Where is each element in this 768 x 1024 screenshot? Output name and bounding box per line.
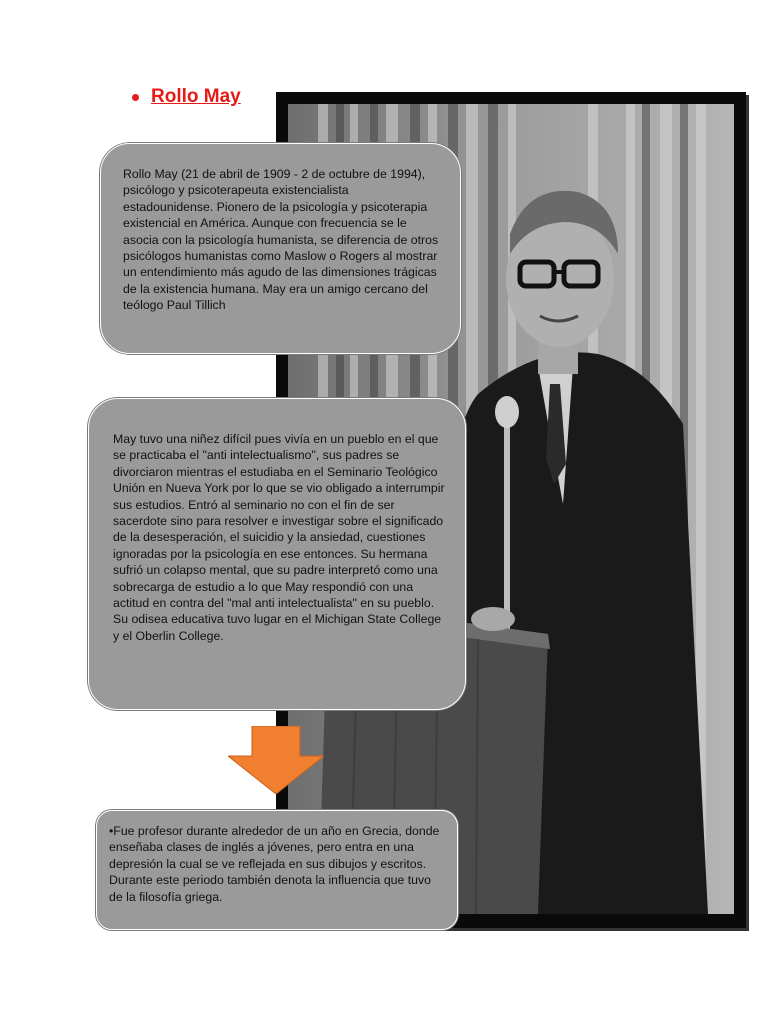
childhood-text: May tuvo una niñez difícil pues vivía en un pueblo en el que se practicaba el "anti intelectualismo", sus padres se divorciaron mientras el estudiaba en el Seminario Teológico Unión en Nueva York por lo que se vio obligado a interrumpir sus estudios. Entró al seminario no con el fin de ser sacerdote sino para resolver e investigar sobre el significado de la desesperación, el suicidio y la ansiedad, cuestiones ignoradas por la psicología en ese entonces. Su hermana sufrió un colapso mental, que su padre interpretó como una sobrecarga de estudio a lo que May respondió con una actitud en contra del "mal anti intelectualista" en su pueblo. Su odisea educativa tuvo lugar en el Michigan State College y el Oberlin College. [113, 432, 445, 643]
title-row [132, 86, 241, 108]
down-arrow-icon [228, 726, 324, 794]
bullet-icon [132, 94, 139, 101]
page-title[interactable]: Rollo May [151, 86, 241, 107]
childhood-callout [88, 398, 466, 710]
bio-callout [100, 143, 461, 354]
greece-callout [96, 810, 458, 930]
greece-text: •Fue profesor durante alrededor de un año en Grecia, donde enseñaba clases de inglés a jóvenes, pero entra en una depresión la cual se ve reflejada en sus dibujos y escritos. Durante este periodo también denota la influencia que tuvo de la filosofía griega. [109, 824, 440, 904]
bio-text: Rollo May (21 de abril de 1909 - 2 de octubre de 1994), psicólogo y psicoterapeuta existencialista estadounidense. Pionero de la psicología y psicoterapia existencial en América. Aunque con frecuencia se le asocia con la psicología humanista, se diferencia de otros psicólogos humanistas como Maslow o Rogers al mostrar un entendimiento más agudo de las dimensiones trágicas de la existencia humana. May era un amigo cercano del teólogo Paul Tillich [123, 167, 439, 313]
